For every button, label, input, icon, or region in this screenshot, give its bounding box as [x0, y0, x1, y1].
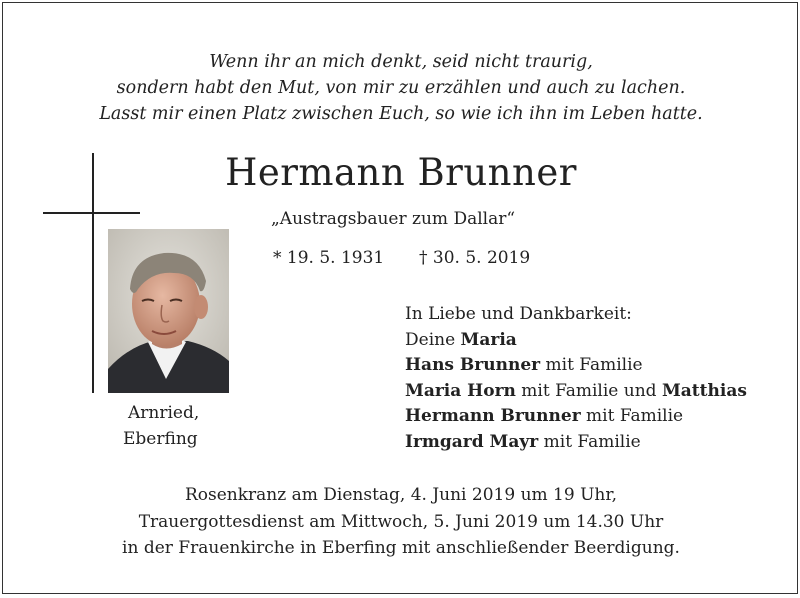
service-line-1: Rosenkranz am Dienstag, 4. Juni 2019 um 19 Uhr, [184, 485, 618, 505]
mourner-3-mid: mit Familie und [515, 380, 662, 401]
birth-date: * 19. 5. 1931 [273, 248, 385, 268]
poem-line-2: sondern habt den Mut, von mir zu erzählen und auch zu lachen. [116, 78, 686, 98]
mourner-2 [405, 353, 747, 379]
memorial-poem [3, 49, 799, 127]
origin-place-1: Arnried, [128, 403, 200, 423]
deceased-nickname: „Austragsbauer zum Dallar“ [271, 209, 516, 229]
mourner-5 [405, 430, 747, 456]
mourner-1-prefix: Deine [405, 329, 461, 350]
deceased-name: Hermann Brunner [225, 151, 577, 194]
mourner-3-name2: Matthias [661, 380, 747, 401]
mourner-3-name: Maria Horn [405, 380, 516, 401]
mourner-1-name: Maria [460, 329, 517, 350]
cross-icon-horizontal [43, 212, 140, 214]
origin-place-2: Eberfing [123, 429, 198, 449]
mourners-intro: In Liebe und Dankbarkeit: [405, 304, 632, 324]
service-details [3, 482, 799, 562]
cross-icon-vertical [92, 153, 94, 393]
portrait-photo [108, 229, 229, 393]
service-line-3: in der Frauenkirche in Eberfing mit anschließender Beerdigung. [122, 538, 680, 558]
mourner-5-suffix: mit Familie [538, 431, 641, 452]
poem-line-3: Lasst mir einen Platz zwischen Euch, so wie ich ihn im Leben hatte. [99, 104, 703, 124]
death-date: † 30. 5. 2019 [419, 248, 531, 268]
mourner-2-name: Hans Brunner [405, 355, 541, 375]
mourners-list [405, 302, 747, 455]
mourner-4-suffix: mit Familie [580, 406, 684, 426]
portrait-icon [108, 229, 229, 393]
mourner-3 [405, 379, 747, 405]
mourner-1 [405, 328, 747, 354]
mourner-4-name: Hermann Brunner [405, 406, 581, 426]
mourner-4 [405, 404, 747, 430]
service-line-2: Trauergottesdienst am Mittwoch, 5. Juni 2019 um 14.30 Uhr [138, 511, 664, 532]
poem-line-1: Wenn ihr an mich denkt, seid nicht traurig, [209, 52, 593, 72]
mourner-2-suffix: mit Familie [540, 355, 643, 375]
obituary-notice [2, 2, 798, 594]
mourner-5-name: Irmgard Mayr [405, 431, 539, 452]
